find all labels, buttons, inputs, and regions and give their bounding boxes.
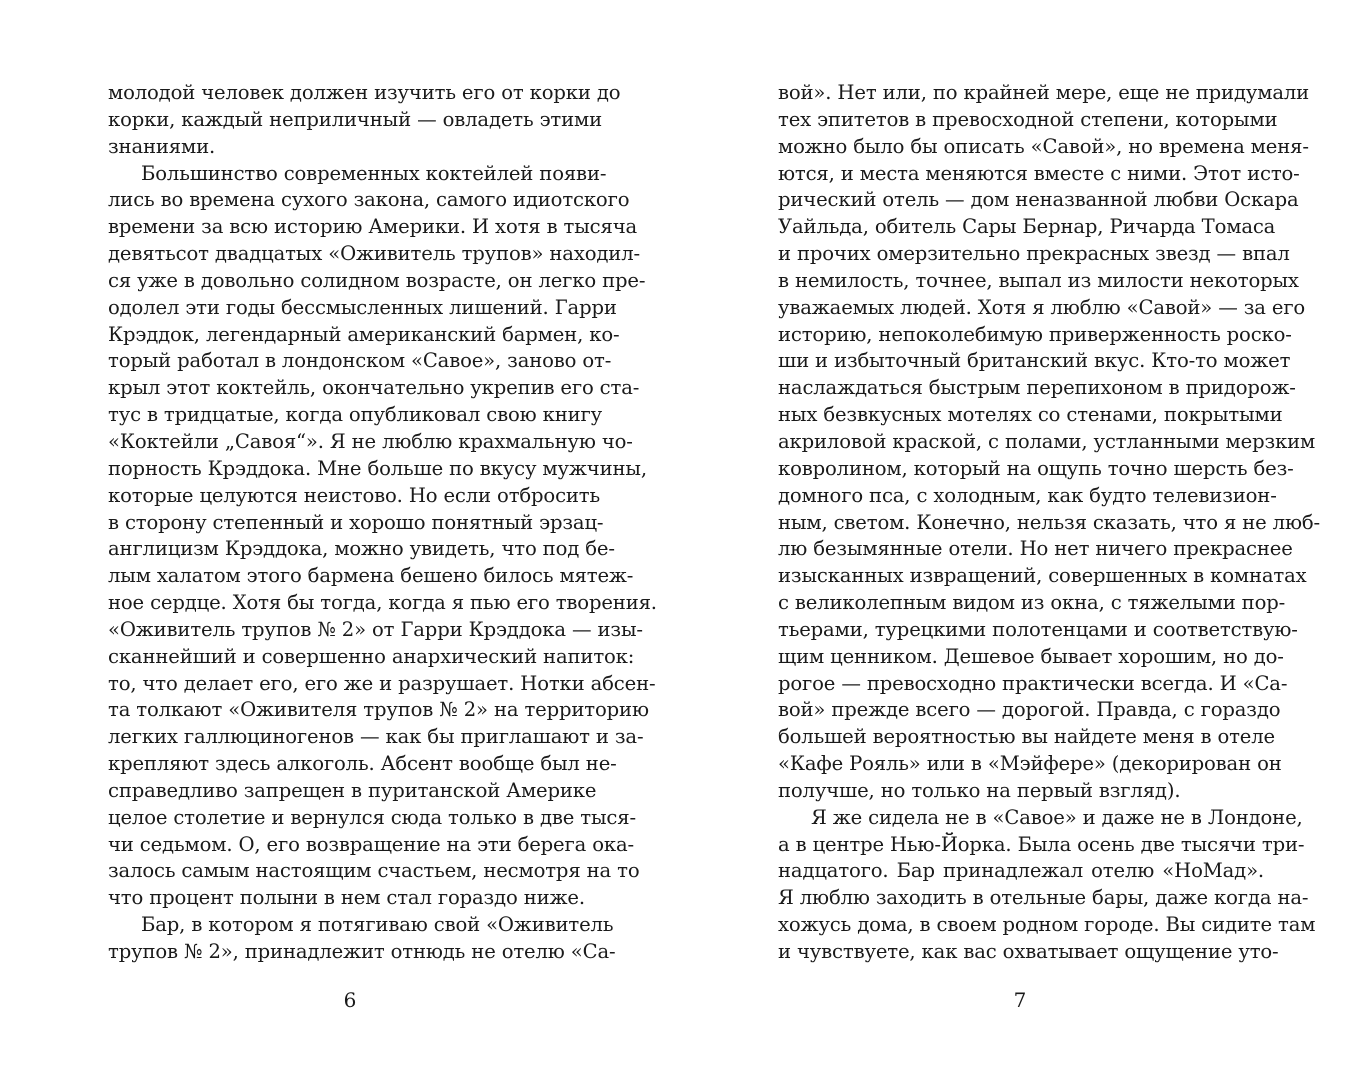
text-line: акриловой краской, с полами, устланными мерзким xyxy=(778,429,1316,453)
text-line: наслаждаться быстрым перепихоном в придорож- xyxy=(778,376,1296,400)
text-line: рический отель — дом неназванной любви Оскара xyxy=(778,188,1299,212)
text-line: с великолепным видом из окна, с тяжелыми пор- xyxy=(778,591,1286,615)
left-page-number: 6 xyxy=(343,988,357,1012)
text-line: лю безымянные отели. Но нет ничего прекраснее xyxy=(778,537,1293,561)
left-page-text xyxy=(108,80,657,966)
text-line: англицизм Крэддока, можно увидеть, что под бе- xyxy=(108,537,615,561)
text-line: что процент полыни в нем стал гораздо ниже. xyxy=(108,886,585,910)
text-line: и чувствуете, как вас охватывает ощущение уто- xyxy=(778,940,1279,963)
text-line: Большинство современных коктейлей появи- xyxy=(141,161,607,185)
text-line: легких галлюциногенов — как бы приглашают и за- xyxy=(108,725,644,749)
text-line: девятьсот двадцатых «Оживитель трупов» находил- xyxy=(108,242,640,266)
text-line: уважаемых людей. Хотя я люблю «Савой» — за его xyxy=(778,295,1306,319)
text-line: лись во времена сухого закона, самого идиотского xyxy=(108,188,630,212)
right-page-text xyxy=(778,80,1321,966)
text-line: одолел эти годы бессмысленных лишений. Гарри xyxy=(108,295,617,319)
text-line: ное сердце. Хотя бы тогда, когда я пью его творения. xyxy=(108,591,657,615)
text-line: целое столетие и вернулся сюда только в две тыся- xyxy=(108,805,636,829)
text-line: времени за всю историю Америки. И хотя в тысяча xyxy=(108,215,638,239)
text-line: Уайльда, обитель Сары Бернар, Ричарда Томаса xyxy=(778,215,1276,239)
text-line: ся уже в довольно солидном возрасте, он легко пре- xyxy=(108,268,646,292)
text-line: залось самым настоящим счастьем, несмотря на то xyxy=(108,859,640,883)
text-line: надцатого. Бар принадлежал отелю «НоМад». xyxy=(778,859,1264,883)
text-line: Крэддок, легендарный американский бармен, ко- xyxy=(108,322,620,346)
text-line: щим ценником. Дешевое бывает хорошим, но до- xyxy=(778,644,1284,668)
text-line: и прочих омерзительно прекрасных звезд — впал xyxy=(778,242,1290,266)
text-line: вой». Нет или, по крайней мере, еще не придумали xyxy=(778,81,1310,104)
text-line: справедливо запрещен в пуританской Америке xyxy=(108,778,597,802)
text-line: ются, и места меняются вместе с ними. Этот исто- xyxy=(778,161,1300,185)
text-line: «Оживитель трупов № 2» от Гарри Крэддока — изы- xyxy=(108,617,643,641)
text-line: сканнейший и совершенно анархический напиток: xyxy=(108,644,635,668)
text-line: чи седьмом. О, его возвращение на эти берега ока- xyxy=(108,832,634,856)
text-line: историю, непоколебимую приверженность роско- xyxy=(778,322,1292,346)
text-line: Я люблю заходить в отельные бары, даже когда на- xyxy=(778,886,1309,910)
text-line: та толкают «Оживителя трупов № 2» на территорию xyxy=(108,698,649,722)
text-line: трупов № 2», принадлежит отнюдь не отелю «Са- xyxy=(108,940,616,963)
text-line: хожусь дома, в своем родном городе. Вы сидите там xyxy=(778,913,1316,937)
text-line: большей вероятностью вы найдете меня в отеле xyxy=(778,725,1275,749)
text-line: лым халатом этого бармена бешено билось мятеж- xyxy=(108,564,634,588)
text-line: ных безвкусных мотелях со стенами, покрытыми xyxy=(778,403,1283,427)
text-line: порность Крэддока. Мне больше по вкусу мужчины, xyxy=(108,456,647,480)
text-line: ши и избыточный британский вкус. Кто-то может xyxy=(778,349,1291,373)
text-line: тех эпитетов в превосходной степени, которыми xyxy=(778,107,1278,131)
text-line: знаниями. xyxy=(108,134,216,158)
text-line: молодой человек должен изучить его от корки до xyxy=(108,81,621,104)
text-line: домного пса, с холодным, как будто телевизион- xyxy=(778,483,1277,507)
text-line: Я же сидела не в «Савое» и даже не в Лондоне, xyxy=(811,805,1303,829)
text-line: «Коктейли „Савоя“». Я не люблю крахмальную чо- xyxy=(108,429,633,453)
text-line: в сторону степенный и хорошо понятный эрзац- xyxy=(108,510,604,534)
text-line: рогое — превосходно практически всегда. И «Са- xyxy=(778,671,1288,695)
text-line: можно было бы описать «Савой», но времена меня- xyxy=(778,134,1309,158)
text-line: вой» прежде всего — дорогой. Правда, с гораздо xyxy=(778,698,1281,722)
text-line: тус в тридцатые, когда опубликовал свою книгу xyxy=(108,403,603,427)
text-line: ным, светом. Конечно, нельзя сказать, что я не люб- xyxy=(778,510,1321,534)
text-line: крыл этот коктейль, окончательно укрепив его ста- xyxy=(108,376,640,400)
text-line: Бар, в котором я потягиваю свой «Оживитель xyxy=(141,913,614,937)
right-page-number: 7 xyxy=(1013,988,1027,1012)
text-line: тьерами, турецкими полотенцами и соответствую- xyxy=(778,617,1298,641)
text-line: ковролином, который на ощупь точно шерсть без- xyxy=(778,456,1294,480)
text-line: получше, но только на первый взгляд). xyxy=(778,778,1181,802)
text-line: крепляют здесь алкоголь. Абсент вообще был не- xyxy=(108,752,617,776)
text-line: а в центре Нью-Йорка. Была осень две тысячи три- xyxy=(778,832,1305,856)
text-line: корки, каждый неприличный — овладеть этими xyxy=(108,107,603,131)
text-line: торый работал в лондонском «Савое», заново от- xyxy=(108,349,612,373)
text-line: изысканных извращений, совершенных в комнатах xyxy=(778,564,1307,588)
text-line: то, что делает его, его же и разрушает. Нотки абсен- xyxy=(108,671,656,695)
text-line: «Кафе Рояль» или в «Мэйфере» (декорирован он xyxy=(778,752,1282,776)
text-line: которые целуются неистово. Но если отбросить xyxy=(108,483,601,507)
text-line: в немилость, точнее, выпал из милости некоторых xyxy=(778,268,1299,292)
